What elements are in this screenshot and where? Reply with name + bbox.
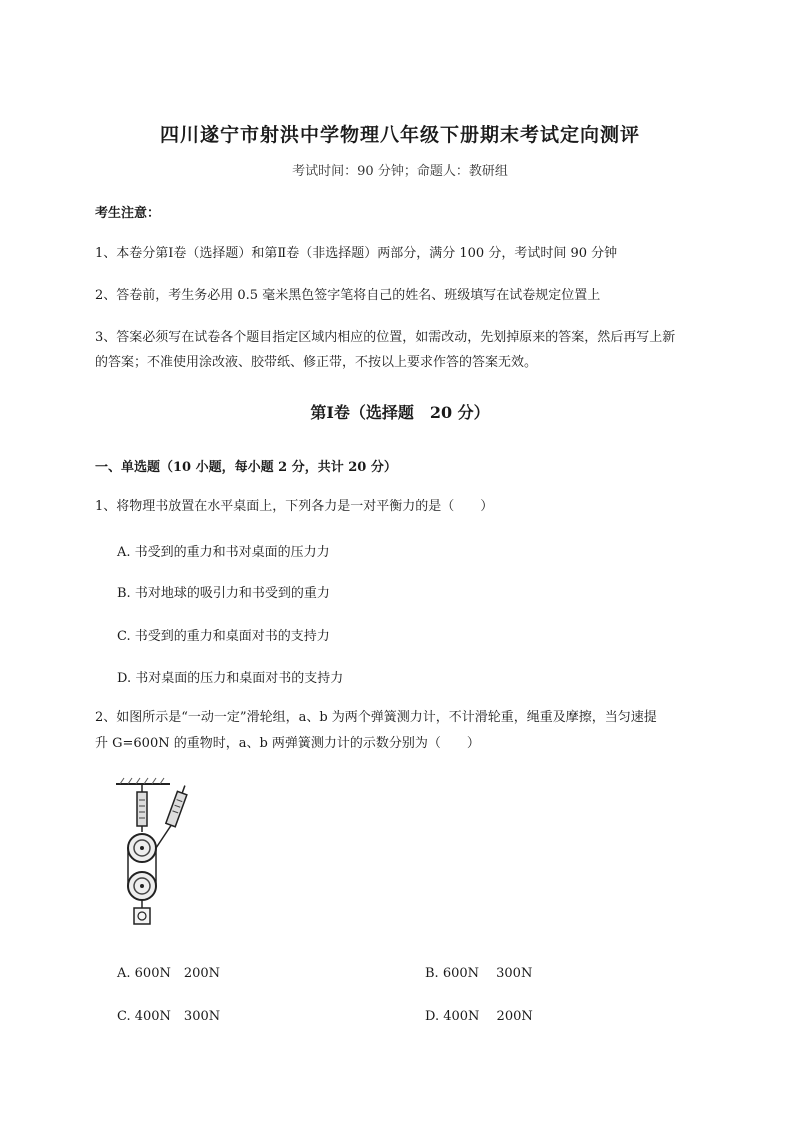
part-heading: 一、单选题（10 小题，每小题 2 分，共计 20 分） — [95, 460, 397, 475]
question-1-option-b: B. 书对地球的吸引力和书受到的重力 — [117, 586, 330, 601]
notice-heading: 考生注意： — [95, 206, 161, 221]
question-2-option-d: D. 400N 200N — [425, 1009, 533, 1024]
question-2-stem-line-1: 2、如图所示是“一动一定”滑轮组，a、b 为两个弹簧测力计，不计滑轮重，绳重及摩擦，当匀速提 — [95, 710, 657, 725]
question-1-option-c: C. 书受到的重力和桌面对书的支持力 — [117, 629, 330, 644]
notice-item-3-line-2: 的答案；不准使用涂改液、胶带纸、修正带，不按以上要求作答的答案无效。 — [95, 355, 538, 370]
question-2-option-a: A. 600N 200N — [117, 966, 221, 981]
question-2-option-c: C. 400N 300N — [117, 1009, 221, 1024]
notice-item-3-line-1: 3、答案必须写在试卷各个题目指定区域内相应的位置，如需改动，先划掉原来的答案，然后再写上新 — [95, 330, 676, 345]
question-1-stem: 1、将物理书放置在水平桌面上，下列各力是一对平衡力的是（ ） — [95, 499, 494, 514]
question-2-option-b: B. 600N 300N — [425, 966, 533, 981]
exam-title: 四川遂宁市射洪中学物理八年级下册期末考试定向测评 — [159, 124, 640, 146]
pulley-figure — [112, 770, 202, 930]
question-1-option-a: A. 书受到的重力和书对桌面的压力力 — [117, 545, 330, 560]
notice-item-1: 1、本卷分第Ⅰ卷（选择题）和第Ⅱ卷（非选择题）两部分，满分 100 分，考试时间 90 分钟 — [95, 246, 618, 261]
section-title: 第Ⅰ卷（选择题 20 分） — [310, 403, 490, 422]
question-1-option-d: D. 书对桌面的压力和桌面对书的支持力 — [117, 671, 344, 686]
question-2-stem-line-2: 升 G=600N 的重物时，a、b 两弹簧测力计的示数分别为（ ） — [95, 736, 480, 751]
notice-item-2: 2、答卷前，考生务必用 0.5 毫米黑色签字笔将自己的姓名、班级填写在试卷规定位置上 — [95, 288, 601, 303]
exam-subtitle: 考试时间：90 分钟；命题人：教研组 — [292, 164, 508, 179]
